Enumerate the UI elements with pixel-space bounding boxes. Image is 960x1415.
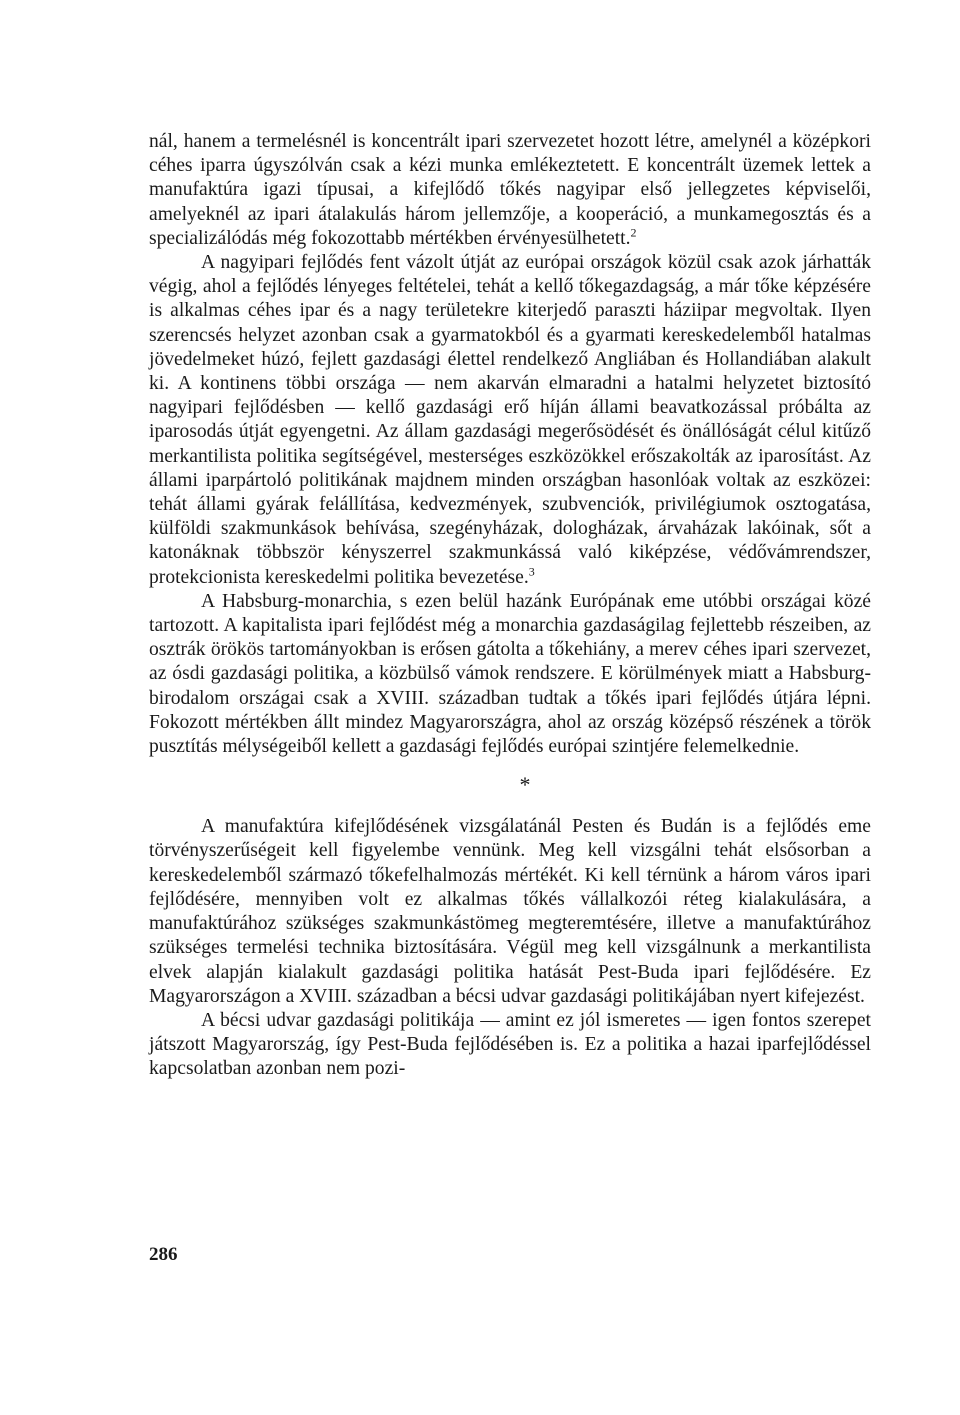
paragraph-5-text: A bécsi udvar gazdasági politikája — amint ez jól ismeretes — igen fontos szerepet játszott Magyarország, így Pest-Buda fejlődésében is. Ez a politika a hazai iparfejlődéssel kapcsolatban azonban nem pozi- [149,1009,871,1080]
paragraph-2 [149,251,871,590]
paragraph-1 [149,130,871,251]
section-separator: * [519,772,531,798]
paragraph-1-text: nál, hanem a termelésnél is koncentrált ipari szervezetet hozott létre, amelynél a középkori céhes iparra úgyszólván csak a kézi munka emlékeztetett. E koncentrált üzemek lettek a manufaktúra igazi típusai, a kifejlődő tőkés nagyipar első jellegzetes képviselői, amelyeknél az ipari átalakulás három jellemzője, a kooperáció, a munkamegosztás és a specializálódás még fokozottabb mértékben érvényesülhetett. [149,131,871,249]
paragraph-4 [149,815,871,1009]
paragraph-2-text: A nagyipari fejlődés fent vázolt útját az európai országok közül csak azok járhatták végig, ahol a fejlődés lényeges feltételei, tehát a kellő tőkegazdagság, a már tőke képzésére is alkalmas céhes ipar és a nagy területekre kiterjedő paraszti háziipar megvoltak. Ilyen szerencsés helyzet azonban csak a gyarmatokból és a gyarmati kereskedelemből hatalmas jövedelmeket húzó, fejlett gazdasági élettel rendelkező Angliában és Hollandiában alakult ki. A kontinens többi országa — nem akarván elmaradni a hatalmi helyzetet biztosító nagyipari fejlődésben — kellő gazdasági erő híján állami beavatkozással próbálta az iparosodás útját egyengetni. Az állam gazdasági megerősödését és önállóságát célul kitűző merkantilista politika segítségével, mesterséges eszközökkel erőszakolták az iparosítást. Az állami iparpártoló politikának majdnem minden országban hasonlóak voltak az eszközei: tehát állami gyárak felállítása, kedvezmények, szubvenciók, privilégiumok osztogatása, külföldi szakmunkások behívása, szegényházak, dologházak, árvaházak lakóinak, sőt a katonáknak többször kényszerrel szakmunkássá való kiképzése, védővámrendszer, protekcionista kereskedelmi politika bevezetése. [149,252,871,588]
footnote-ref-3: 3 [528,564,535,579]
footnote-ref-2: 2 [630,225,637,240]
page-body [149,130,871,1082]
paragraph-5 [149,1009,871,1082]
paragraph-3 [149,590,871,759]
paragraph-4-text: A manufaktúra kifejlődésének vizsgálatánál Pesten és Budán is a fejlődés eme törvényszerűségeit kell figyelembe vennünk. Meg kell vizsgálni tehát elsősorban a kereskedelemből származó tőkefelhalmozás mértékét. Ki kell térnünk a három város ipari fejlődésére, mennyiben volt ez alkalmas tőkés vállalkozói réteg kialakulására, a manufaktúrához szükséges szakmunkástömeg megteremtésére, illetve a manufaktúrához szükséges termelési technika biztosítására. Végül meg kell vizsgálnunk a merkantilista elvek alapján kialakult gazdasági politika hatását Pest-Buda ipari fejlődésére. Ez Magyarországon a XVIII. században a bécsi udvar gazdasági politikájában nyert kifejezést. [149,816,871,1007]
paragraph-3-text: A Habsburg-monarchia, s ezen belül hazánk Európának eme utóbbi országai közé tartozott. A kapitalista ipari fejlődést még a monarchia gazdaságilag fejlettebb részeiben, az osztrák örökös tartományokban is erősen gátolta a tőkehiány, a merev céhes ipari szervezet, az ósdi gazdasági politika, a közbülső vámok rendszere. E körülmények miatt a Habsburg-birodalom országai csak a XVIII. században tudtak a tőkés ipari fejlődés útjára lépni. Fokozott mértékben állt mindez Magyarországra, ahol az ország középső részének a török pusztítás mélységeiből kellett a gazdasági fejlődés európai szintjére felemelkednie. [149,590,871,758]
page-number: 286 [149,1244,178,1265]
